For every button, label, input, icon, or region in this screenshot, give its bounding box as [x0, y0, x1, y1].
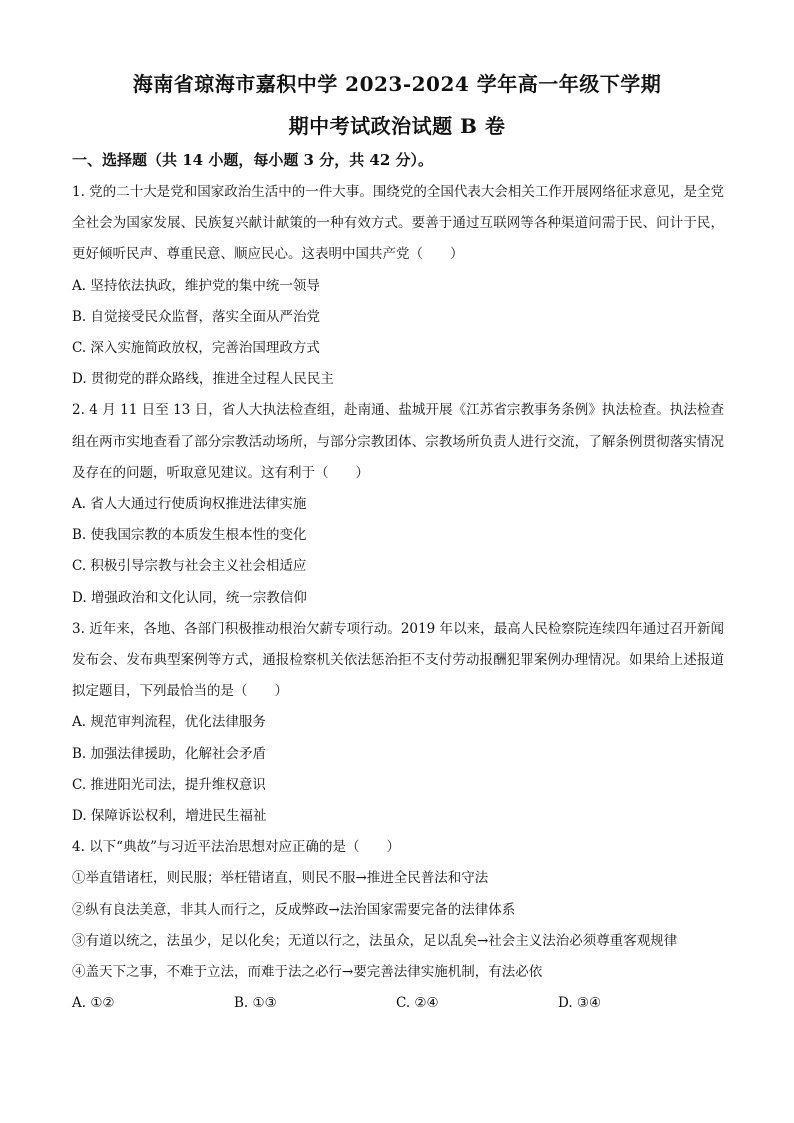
question-2-option-c: C. 积极引导宗教与社会主义社会相适应: [72, 558, 307, 575]
question-3-option-b: B. 加强法律援助，化解社会矛盾: [72, 745, 267, 762]
question-3-option-d: D. 保障诉讼权利，增进民生福祉: [72, 808, 267, 825]
question-1-option-d: D. 贯彻党的群众路线，推进全过程人民民主: [72, 371, 334, 388]
question-2-stem: 2. 4 月 11 日至 13 日，省人大执法检查组，赴南通、盐城开展《江苏省宗教事务条例》执法检查。执法检查组在两市实地查看了部分宗教活动场所，与部分宗教团体、宗教场所负责人进行交流，了解条例贯彻落实情况及存在的问题，听取意见建议。这有利于（ ）: [72, 402, 724, 481]
section-heading: 一、选择题（共 14 小题，每小题 3 分，共 42 分）。: [72, 151, 434, 169]
question-4-item-4: ④盖天下之事，不难于立法，而难于法之必行→要完善法律实施机制，有法必依: [72, 964, 543, 981]
question-4-options: [72, 988, 724, 1019]
question-4-item-3: ③有道以统之，法虽少，足以化矣；无道以行之，法虽众，足以乱矣→社会主义法治必须尊重客观规律: [72, 932, 678, 949]
question-4-option-c: C. ②④: [396, 995, 439, 1012]
question-1-stem: 1. 党的二十大是党和国家政治生活中的一件大事。围绕党的全国代表大会相关工作开展网络征求意见，是全党全社会为国家发展、民族复兴献计献策的一种有效方式。要善于通过互联网等各种渠道问需于民、问计于民，更好倾听民声、尊重民意、顺应民心。这表明中国共产党（ ）: [72, 184, 724, 263]
question-4-item-1: ①举直错诸枉，则民服；举枉错诸直，则民不服→推进全民普法和守法: [72, 870, 489, 887]
question-4-option-a: A. ①②: [72, 995, 115, 1012]
question-4-stem: 4. 以下“典故”与习近平法治思想对应正确的是（ ）: [72, 839, 400, 856]
exam-title-line-1: 海南省琼海市嘉积中学 2023-2024 学年高一年级下学期: [132, 72, 662, 96]
question-list: [72, 177, 724, 1019]
question-1-option-b: B. 自觉接受民众监督，落实全面从严治党: [72, 308, 321, 325]
question-3-stem: 3. 近年来，各地、各部门积极推动根治欠薪专项行动。2019 年以来，最高人民检察院连续四年通过召开新闻发布会、发布典型案例等方式，通报检察机关依法惩治拒不支付劳动报酬犯罪案例办理情况。如果给上述报道拟定题目，下列最恰当的是（ ）: [72, 620, 724, 700]
question-2-option-b: B. 使我国宗教的本质发生根本性的变化: [72, 527, 307, 544]
question-1-option-c: C. 深入实施简政放权，完善治国理政方式: [72, 340, 320, 357]
question-4-item-2: ②纵有良法美意，非其人而行之，反成弊政→法治国家需要完备的法律体系: [72, 901, 516, 918]
question-3-option-c: C. 推进阳光司法，提升维权意识: [72, 776, 266, 793]
question-3-option-a: A. 规范审判流程，优化法律服务: [72, 714, 266, 731]
question-4-option-d: D. ③④: [558, 995, 602, 1012]
question-4-option-b: B. ①③: [234, 995, 277, 1012]
question-2-option-a: A. 省人大通过行使质询权推进法律实施: [72, 496, 307, 513]
question-2-option-d: D. 增强政治和文化认同，统一宗教信仰: [72, 589, 307, 606]
exam-title-line-2: 期中考试政治试题 B 卷: [288, 114, 506, 138]
question-1-option-a: A. 坚持依法执政，维护党的集中统一领导: [72, 277, 320, 294]
